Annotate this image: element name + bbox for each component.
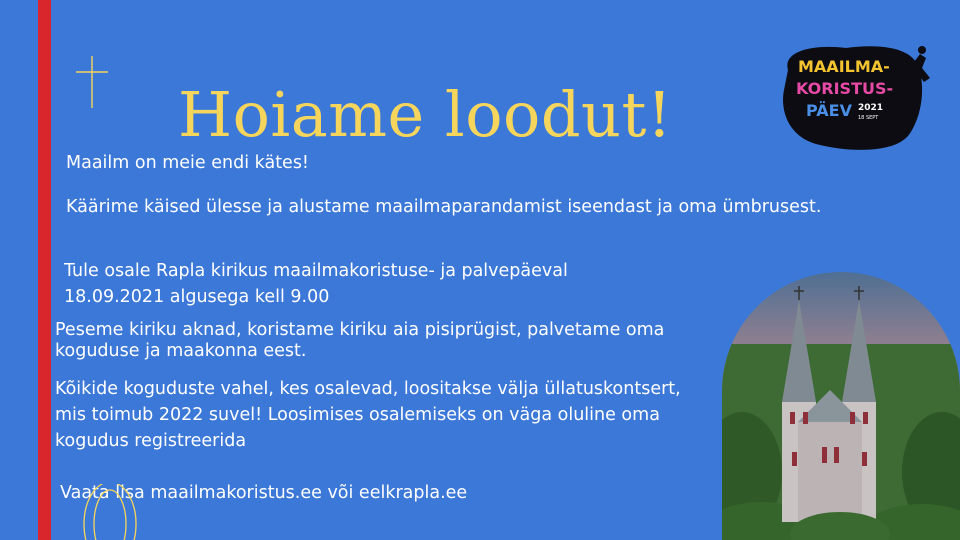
oval-rings-decoration (74, 484, 154, 540)
svg-text:KORISTUS-: KORISTUS- (796, 79, 894, 98)
event-info (64, 258, 724, 310)
church-photo (722, 272, 960, 540)
accent-bar (38, 0, 51, 540)
call-to-action-text: Käärime käised ülesse ja alustame maailmaparandamist iseendast ja oma ümbrusest. (66, 197, 822, 217)
maailmakoristuspaev-logo (776, 40, 938, 156)
svg-text:18 SEPT: 18 SEPT (858, 115, 879, 121)
event-invitation: Tule osale Rapla kirikus maailmakoristuse- ja palvepäeval (64, 261, 568, 281)
intro-text: Maailm on meie endi kätes! (66, 153, 309, 173)
svg-text:2021: 2021 (858, 103, 884, 113)
raffle-text: Kõikide koguduste vahel, kes osalevad, loositakse välja üllatuskontsert, mis toimub 2022 suvel! Loosimises osalemiseks on väga oluline oma kogudus registreerida (55, 379, 681, 451)
cross-icon (72, 54, 112, 110)
svg-text:PÄEV: PÄEV (806, 101, 852, 120)
svg-text:MAAILMA-: MAAILMA- (798, 57, 890, 76)
slide-title: Hoiame loodut! (178, 77, 673, 151)
activities-text: Peseme kiriku aknad, koristame kiriku aia pisiprügist, palvetame oma koguduse ja maakonna eest. (55, 320, 665, 361)
event-datetime: 18.09.2021 algusega kell 9.00 (64, 287, 330, 307)
more-info-text: Vaata lisa maailmakoristus.ee või eelkrapla.ee (60, 483, 468, 503)
